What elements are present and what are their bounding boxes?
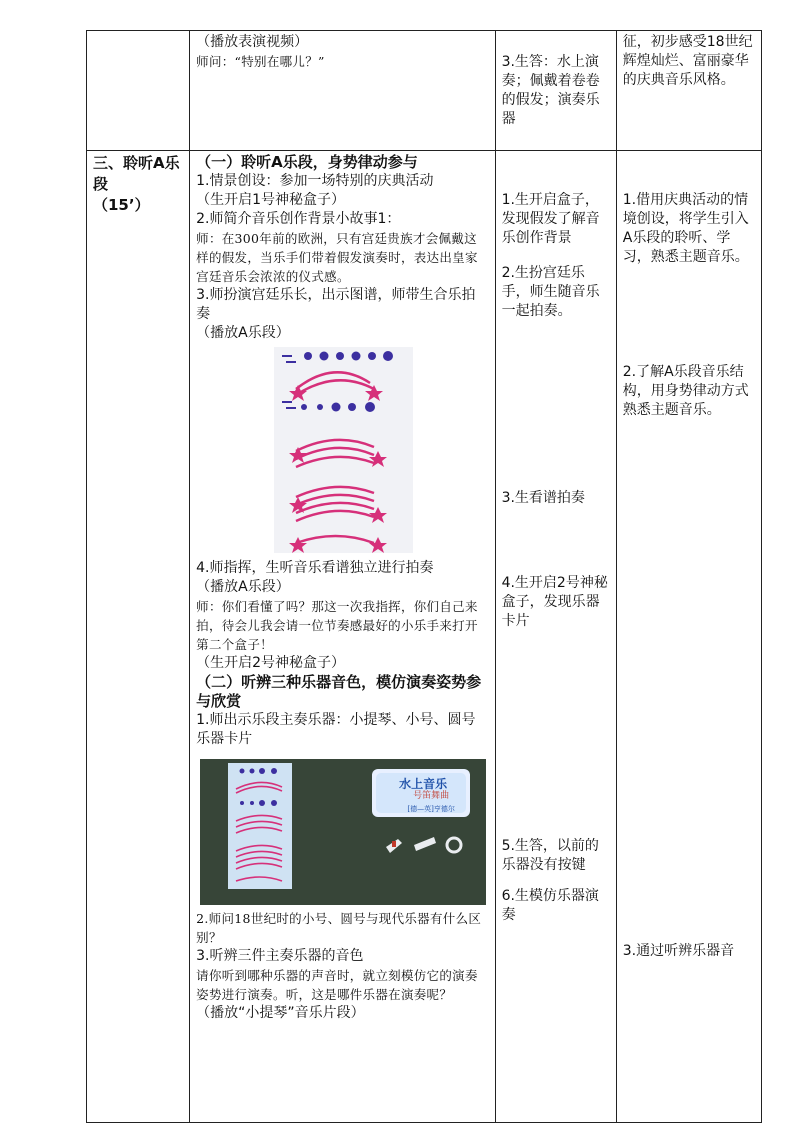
row1-student-answer: 3.生答：水上演奏；佩戴着卷卷的假发；演奏乐器: [501, 54, 600, 127]
heading-part-one: （一）聆听A乐段，身势律动参与: [196, 153, 418, 171]
student-activity-2: 2.生扮宫廷乐手，师生随音乐一起拍奏。: [501, 265, 600, 319]
step-4-note: （播放A乐段）: [196, 579, 290, 595]
table-row: [87, 151, 762, 1123]
step-2-story: 师：在300年前的欧洲，只有宫廷贵族才会佩戴这样的假发，当乐手们带着假发演奏时，表达出皇家宫廷音乐会浓浓的仪式感。: [196, 231, 478, 284]
step-b1: 1.师出示乐段主奏乐器：小提琴、小号、圆号乐器卡片: [196, 712, 476, 747]
row1-purpose: 征，初步感受18世纪辉煌灿烂、富丽豪华的庆典音乐风格。: [622, 34, 753, 88]
row1-student-cell: [495, 31, 616, 151]
step-b3-note: （播放“小提琴”音乐片段）: [196, 1005, 365, 1021]
row1-purpose-cell: [616, 31, 761, 151]
step-4: 4.师指挥，生听音乐看谱独立进行拍奏: [196, 560, 434, 576]
row1-teacher-cell: [190, 31, 495, 151]
lesson-plan-table: [86, 30, 762, 1123]
step-4-teacher-talk: 师：你们看懂了吗？那这一次我指挥，你们自己来拍，待会儿我会请一位节奏感最好的小乐手来打开第二个盒子！: [196, 599, 478, 652]
rhythm-chart-image: [274, 347, 413, 553]
step-b3: 3.听辨三件主奏乐器的音色: [196, 948, 364, 964]
poster-author: [德—英]亨德尔: [407, 805, 455, 813]
student-activity-1: 1.生开启盒子，发现假发了解音乐创作背景: [501, 192, 600, 246]
row2-purpose-cell: [616, 151, 761, 1123]
section-title: 三、聆听A乐段: [93, 154, 180, 193]
row1-stage-cell: [87, 31, 190, 151]
heading-part-two: （二）听辨三种乐器音色，模仿演奏姿势参与欣赏: [196, 673, 482, 710]
instrument-board-image: [196, 759, 488, 905]
step-3-note: （播放A乐段）: [196, 325, 290, 341]
student-activity-5: 5.生答，以前的乐器没有按键: [501, 838, 599, 873]
row2-stage-cell: [87, 151, 190, 1123]
purpose-1: 1.借用庆典活动的情境创设，将学生引入A乐段的聆听、学习，熟悉主题音乐。: [622, 192, 749, 265]
step-1: 1.情景创设：参加一场特别的庆典活动: [196, 173, 434, 189]
step-3: 3.师扮演宫廷乐长，出示图谱，师带生合乐拍奏: [196, 287, 476, 322]
step-2: 2.师简介音乐创作背景小故事1：: [196, 211, 401, 227]
student-activity-3: 3.生看谱拍奏: [501, 490, 585, 506]
row1-teacher-question: 师问：“特别在哪儿？”: [196, 54, 325, 69]
table-row: [87, 31, 762, 151]
student-activity-4: 4.生开启2号神秘盒子，发现乐器卡片: [501, 575, 608, 629]
purpose-3: 3.通过听辨乐器音: [622, 943, 735, 959]
row1-play-video: （播放表演视频）: [196, 34, 309, 50]
step-4-box: （生开启2号神秘盒子）: [196, 655, 346, 671]
step-1-note: （生开启1号神秘盒子）: [196, 192, 346, 208]
step-b3-teacher-talk: 请你听到哪种乐器的声音时，就立刻模仿它的演奏姿势进行演奏。听，这是哪件乐器在演奏呢？: [196, 968, 478, 1002]
row2-student-cell: [495, 151, 616, 1123]
row2-teacher-cell: [190, 151, 495, 1123]
poster-subtitle: 号笛舞曲: [413, 791, 450, 801]
poster-title: 水上音乐: [399, 777, 448, 791]
student-activity-6: 6.生模仿乐器演奏: [501, 888, 599, 923]
purpose-2: 2.了解A乐段音乐结构，用身势律动方式熟悉主题音乐。: [622, 364, 749, 418]
step-b2: 2.师问18世纪时的小号、圆号与现代乐器有什么区别？: [196, 911, 482, 945]
section-time: （15’）: [93, 196, 150, 214]
